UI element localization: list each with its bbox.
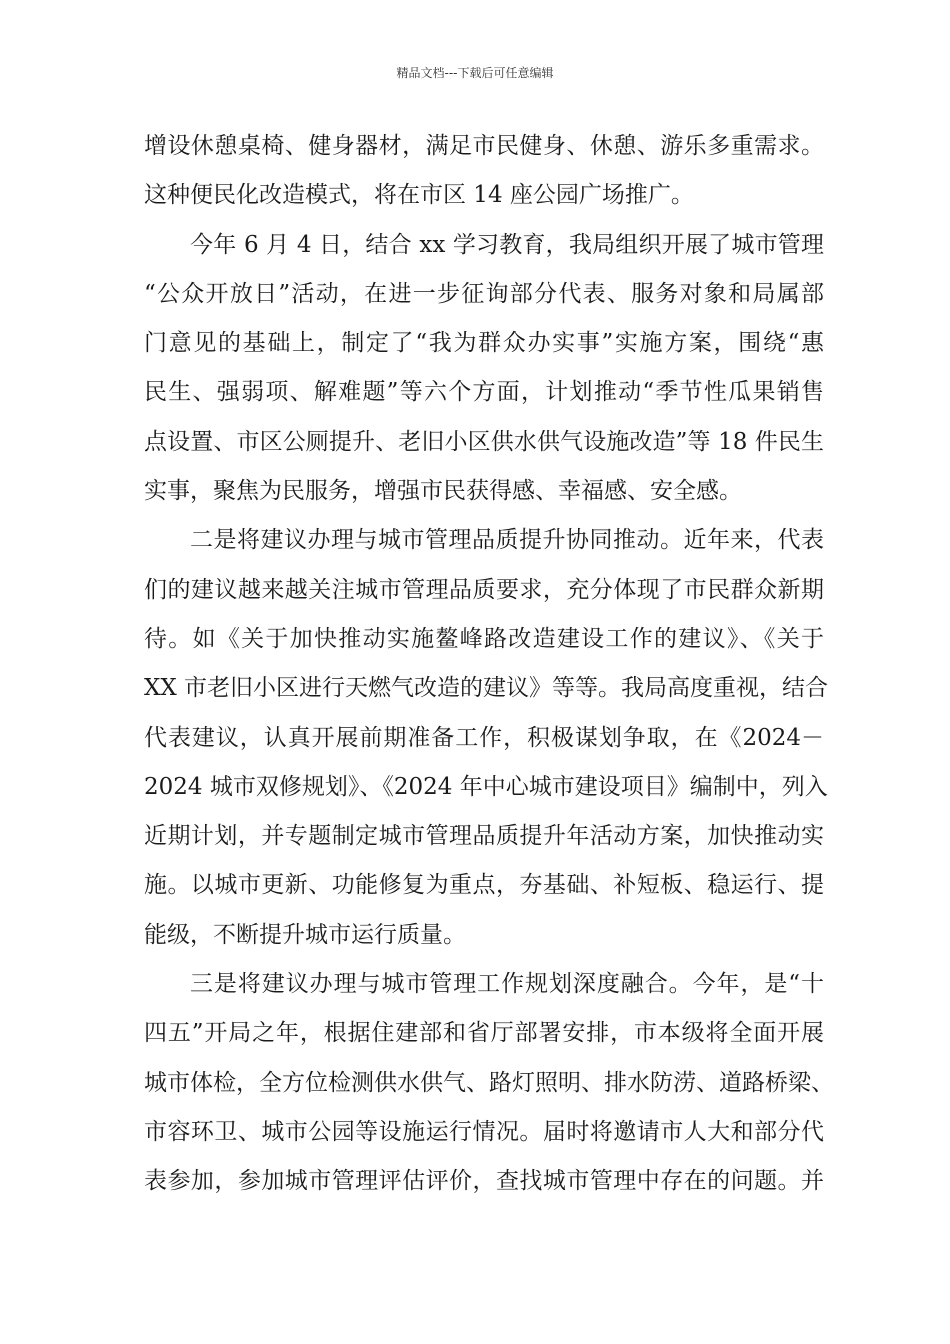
text-line: 近期计划，并专题制定城市管理品质提升年活动方案，加快推动实 [144, 823, 824, 850]
text-line: 门意见的基础上，制定了“我为群众办实事”实施方案，围绕“惠 [144, 330, 824, 357]
text-line: 施。以城市更新、功能修复为重点，夯基础、补短板、稳运行、提 [144, 872, 824, 899]
text-line: 民生、强弱项、解难题”等六个方面，计划推动“季节性瓜果销售 [144, 379, 824, 406]
text-line: 四五”开局之年，根据住建部和省厅部署安排，市本级将全面开展 [144, 1020, 824, 1047]
text-line: 们的建议越来越关注城市管理品质要求，充分体现了市民群众新期 [144, 576, 824, 603]
text-line: XX 市老旧小区进行天燃气改造的建议》等等。我局高度重视，结合 [144, 675, 829, 702]
text-line: 代表建议，认真开展前期准备工作，积极谋划争取，在《2024－ [144, 724, 824, 751]
text-line: 二是将建议办理与城市管理品质提升协同推动。近年来，代表 [190, 527, 824, 554]
text-line: 今年 6 月 4 日，结合 xx 学习教育，我局组织开展了城市管理 [190, 231, 824, 258]
text-line: 增设休憩桌椅、健身器材，满足市民健身、休憩、游乐多重需求。 [144, 133, 824, 159]
text-line: 城市体检，全方位检测供水供气、路灯照明、排水防涝、道路桥梁、 [144, 1069, 834, 1096]
text-line: 表参加，参加城市管理评估评价，查找城市管理中存在的问题。并 [144, 1168, 824, 1195]
page-header: 精品文档---下载后可任意编辑 [396, 66, 554, 80]
text-line: 待。如《关于加快推动实施鳌峰路改造建设工作的建议》、《关于 [144, 625, 824, 652]
text-line: 市容环卫、城市公园等设施运行情况。届时将邀请市人大和部分代 [144, 1118, 824, 1145]
paragraph [144, 520, 829, 964]
text-line: 这种便民化改造模式，将在市区 14 座公园广场推广。 [144, 182, 694, 209]
document-body [144, 126, 834, 1211]
text-line: 能级，不断提升城市运行质量。 [144, 921, 466, 948]
text-line: 实事，聚焦为民服务，增强市民获得感、幸福感、安全感。 [144, 478, 742, 505]
text-line: 2024 城市双修规划》、《2024 年中心城市建设项目》编制中，列入 [144, 773, 828, 800]
paragraph [144, 126, 824, 225]
text-line: 三是将建议办理与城市管理工作规划深度融合。今年，是“十 [190, 971, 824, 998]
text-line: “公众开放日”活动，在进一步征询部分代表、服务对象和局属部 [144, 280, 824, 307]
paragraph [144, 964, 834, 1210]
text-line: 点设置、市区公厕提升、老旧小区供水供气设施改造”等 18 件民生 [144, 428, 824, 455]
paragraph [144, 225, 824, 521]
